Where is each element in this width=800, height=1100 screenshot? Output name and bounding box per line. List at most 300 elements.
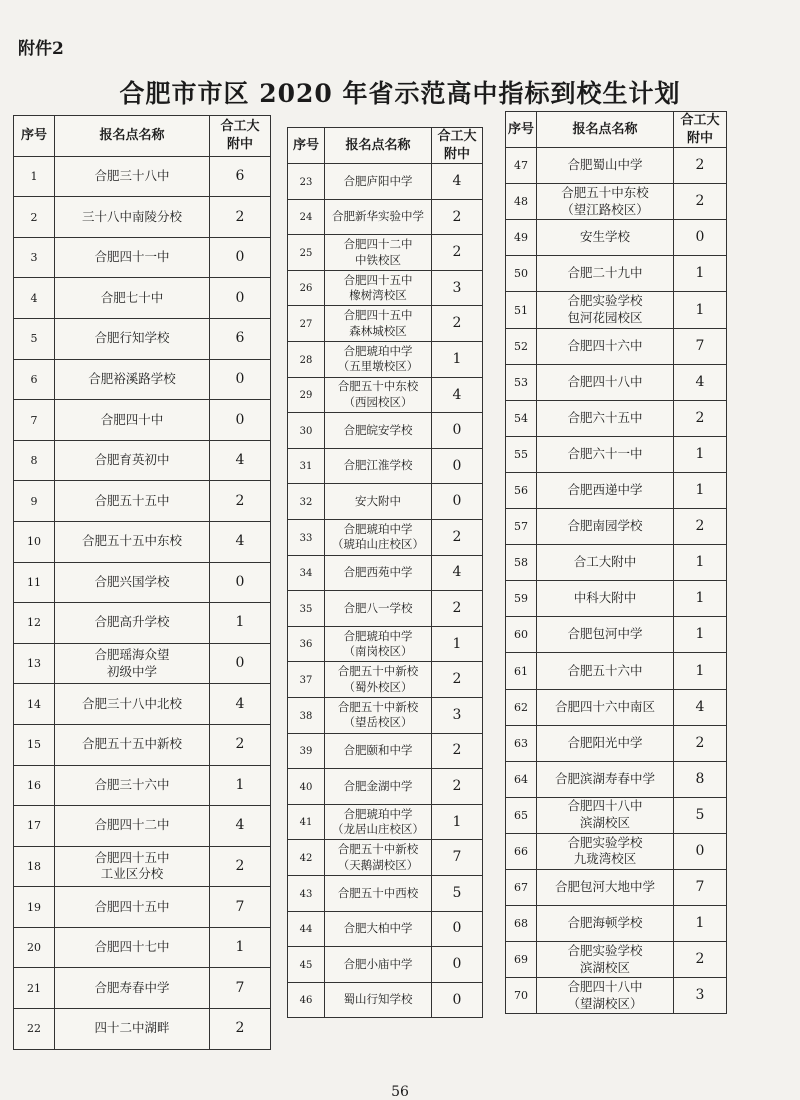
row-number-text: 21 <box>27 981 41 995</box>
quota-count-text: 2 <box>452 528 462 545</box>
row-number-text: 29 <box>299 390 313 402</box>
quota-count <box>432 626 483 662</box>
school-name <box>325 733 432 769</box>
school-name <box>55 603 210 644</box>
quota-count-text: 3 <box>695 987 705 1004</box>
school-name-text: 合肥三十八中 <box>94 167 170 183</box>
quota-count-text: 2 <box>235 208 245 225</box>
table-row <box>288 484 483 520</box>
table-row <box>288 520 483 556</box>
school-name <box>325 698 432 734</box>
row-number-text: 34 <box>299 568 313 580</box>
quota-count <box>210 1009 271 1050</box>
row-number-text: 58 <box>514 556 528 570</box>
school-name <box>55 440 210 481</box>
school-name <box>537 292 674 328</box>
school-name <box>537 725 674 761</box>
school-name <box>325 555 432 591</box>
row-number <box>288 164 325 200</box>
row-number-text: 69 <box>514 953 528 967</box>
row-number-text: 3 <box>30 251 38 265</box>
school-name-text: 合肥寿春中学 <box>94 979 170 995</box>
quota-count <box>674 472 727 508</box>
table-row <box>288 804 483 840</box>
row-number <box>506 942 537 978</box>
row-number-text: 4 <box>30 291 38 305</box>
table-row <box>14 278 271 319</box>
row-number-text: 53 <box>514 375 528 389</box>
quota-count-text: 5 <box>452 884 462 901</box>
school-name <box>55 806 210 847</box>
quota-count-text: 2 <box>695 734 705 751</box>
quota-table-middle <box>287 127 483 1018</box>
quota-count <box>210 481 271 522</box>
quota-count-text: 1 <box>695 662 705 679</box>
quota-count-text: 2 <box>452 778 462 795</box>
quota-count-text: 3 <box>452 706 462 723</box>
quota-count <box>432 377 483 413</box>
row-number <box>288 769 325 805</box>
school-name <box>537 400 674 436</box>
school-name <box>537 689 674 725</box>
quota-count <box>674 906 727 942</box>
table-row <box>14 237 271 278</box>
row-number <box>506 292 537 328</box>
row-number-text: 68 <box>514 917 528 931</box>
row-number-text: 44 <box>299 924 313 936</box>
quota-count-text: 2 <box>452 742 462 759</box>
row-number <box>506 256 537 292</box>
quota-count <box>674 725 727 761</box>
quota-table-right <box>505 111 727 1014</box>
school-name <box>325 448 432 484</box>
row-number-text: 62 <box>514 700 528 714</box>
row-number-text: 26 <box>299 283 313 295</box>
school-name-text: 合肥四十八中 （望湖校区） <box>567 978 643 1011</box>
school-name <box>55 481 210 522</box>
school-name-text: 合肥实验学校 滨湖校区 <box>567 942 643 975</box>
row-number <box>14 237 55 278</box>
table-row <box>506 581 727 617</box>
table-row <box>14 887 271 928</box>
quota-count <box>674 545 727 581</box>
table-row <box>506 328 727 364</box>
row-number-text: 30 <box>299 425 313 437</box>
school-name-text: 合肥六十五中 <box>567 409 643 425</box>
school-name <box>55 968 210 1009</box>
quota-count <box>674 617 727 653</box>
row-number-text: 66 <box>514 844 528 858</box>
school-name-text: 合肥三十八中北校 <box>81 695 182 711</box>
school-name <box>537 653 674 689</box>
table-row <box>288 235 483 271</box>
school-name-text: 合肥新华实验中学 <box>332 209 424 224</box>
quota-count-text: 4 <box>235 695 245 712</box>
quota-count <box>674 833 727 869</box>
row-number-text: 63 <box>514 736 528 750</box>
quota-count-text: 4 <box>695 698 705 715</box>
school-name-text: 合肥五十中东校 （望江路校区） <box>561 184 649 217</box>
row-number <box>14 562 55 603</box>
quota-count-text: 2 <box>695 157 705 174</box>
quota-count <box>432 484 483 520</box>
school-name-text: 合肥颐和中学 <box>343 743 413 758</box>
row-number-text: 18 <box>27 860 41 874</box>
school-name-text: 合肥高升学校 <box>94 614 170 630</box>
school-name-text: 合肥五十中西校 <box>337 885 419 900</box>
quota-count-text: 0 <box>695 842 705 859</box>
row-number <box>288 555 325 591</box>
table-row <box>506 761 727 797</box>
row-number-text: 19 <box>27 900 41 914</box>
row-number-text: 16 <box>27 778 41 792</box>
table-row <box>288 733 483 769</box>
table-row <box>14 562 271 603</box>
quota-count-text: 0 <box>235 289 245 306</box>
table-row <box>288 270 483 306</box>
quota-count <box>210 643 271 684</box>
row-number-text: 67 <box>514 881 528 895</box>
school-name-text: 合肥五十五中 <box>94 492 170 508</box>
school-name <box>325 626 432 662</box>
row-number-text: 40 <box>299 781 313 793</box>
row-number <box>288 626 325 662</box>
school-name <box>537 220 674 256</box>
quota-count-text: 4 <box>235 533 245 550</box>
quota-count <box>210 197 271 238</box>
row-number <box>506 400 537 436</box>
quota-count <box>432 804 483 840</box>
school-name <box>55 278 210 319</box>
quota-count <box>210 684 271 725</box>
row-number <box>288 947 325 983</box>
school-name-text: 合肥四十五中 <box>94 898 170 914</box>
table-row <box>506 689 727 725</box>
school-name-text: 四十二中湖畔 <box>94 1020 170 1036</box>
quota-count <box>674 436 727 472</box>
quota-count <box>432 911 483 947</box>
table-header-row <box>14 116 271 157</box>
quota-count <box>210 968 271 1009</box>
row-number <box>506 545 537 581</box>
row-number-text: 7 <box>30 413 38 427</box>
row-number-text: 17 <box>27 819 41 833</box>
quota-count <box>674 328 727 364</box>
row-number-text: 48 <box>514 195 528 209</box>
row-number-text: 42 <box>299 852 313 864</box>
table-row <box>506 184 727 220</box>
school-name <box>55 927 210 968</box>
school-name <box>325 982 432 1018</box>
table-row <box>14 1009 271 1050</box>
quota-count-text: 0 <box>235 655 245 672</box>
quota-count-text: 2 <box>235 858 245 875</box>
row-number <box>506 906 537 942</box>
quota-count-text: 0 <box>452 422 462 439</box>
quota-count-text: 1 <box>235 614 245 631</box>
school-name-text: 合肥兴国学校 <box>94 573 170 589</box>
school-name-text: 合肥四十六中南区 <box>554 698 655 714</box>
row-number-text: 55 <box>514 447 528 461</box>
quota-count-text: 1 <box>695 915 705 932</box>
school-name-text: 合肥小庙中学 <box>343 956 413 971</box>
row-number-text: 2 <box>30 210 38 224</box>
row-number-text: 37 <box>299 674 313 686</box>
quota-count <box>674 689 727 725</box>
school-name-text: 中科大附中 <box>573 590 637 606</box>
quota-count-text: 1 <box>695 482 705 499</box>
school-name <box>55 846 210 887</box>
page-title: 合肥市市区 2020 年省示范高中指标到校生计划 <box>119 79 681 108</box>
table-row <box>14 927 271 968</box>
quota-count-text: 0 <box>235 370 245 387</box>
school-name-text: 合肥四十五中 工业区分校 <box>94 849 170 882</box>
school-name <box>55 521 210 562</box>
quota-count-text: 1 <box>695 265 705 282</box>
quota-count <box>432 733 483 769</box>
row-number <box>14 481 55 522</box>
quota-count <box>674 148 727 184</box>
quota-count-text: 2 <box>235 492 245 509</box>
row-number-text: 15 <box>27 738 41 752</box>
quota-count-text: 4 <box>695 373 705 390</box>
school-name <box>55 197 210 238</box>
row-number-text: 10 <box>27 535 41 549</box>
quota-count-text: 7 <box>235 898 245 915</box>
table-row <box>506 869 727 905</box>
row-number <box>506 364 537 400</box>
school-name <box>537 256 674 292</box>
header-no: 序号 <box>14 116 55 157</box>
table-row <box>14 359 271 400</box>
quota-count-text: 0 <box>695 229 705 246</box>
row-number <box>506 184 537 220</box>
row-number <box>506 833 537 869</box>
school-name-text: 合肥实验学校 包河花园校区 <box>567 293 643 326</box>
row-number-text: 49 <box>514 231 528 245</box>
quota-count <box>210 318 271 359</box>
row-number <box>14 806 55 847</box>
table-row <box>506 256 727 292</box>
quota-count-text: 6 <box>235 330 245 347</box>
row-number-text: 54 <box>514 411 528 425</box>
school-name-text: 合肥五十中新校 （蜀外校区） <box>337 664 419 694</box>
table-row <box>506 725 727 761</box>
quota-count-text: 8 <box>695 770 705 787</box>
table-row <box>506 653 727 689</box>
school-name-text: 合肥三十六中 <box>94 776 170 792</box>
school-name <box>537 184 674 220</box>
row-number <box>14 603 55 644</box>
table-row <box>506 472 727 508</box>
table-row <box>14 643 271 684</box>
school-name <box>325 164 432 200</box>
quota-count <box>432 342 483 378</box>
quota-count <box>432 164 483 200</box>
school-name-text: 合肥江淮学校 <box>343 458 413 473</box>
table-row <box>506 436 727 472</box>
school-name-text: 合肥滨湖寿春中学 <box>554 770 655 786</box>
row-number <box>288 662 325 698</box>
school-name-text: 合肥育英初中 <box>94 452 170 468</box>
quota-count <box>210 400 271 441</box>
quota-count <box>674 978 727 1014</box>
table-row <box>14 603 271 644</box>
quota-count <box>432 769 483 805</box>
quota-count <box>432 555 483 591</box>
quota-count <box>210 521 271 562</box>
table-row <box>288 769 483 805</box>
school-name <box>55 156 210 197</box>
school-name-text: 合肥七十中 <box>100 289 164 305</box>
quota-count <box>674 797 727 833</box>
quota-count <box>210 359 271 400</box>
quota-count <box>432 199 483 235</box>
table-row <box>288 342 483 378</box>
row-number <box>288 235 325 271</box>
quota-count-text: 1 <box>695 626 705 643</box>
table-row <box>506 906 727 942</box>
row-number-text: 39 <box>299 746 313 758</box>
table-row <box>506 509 727 545</box>
table-row <box>288 377 483 413</box>
school-name <box>537 942 674 978</box>
table-row <box>288 947 483 983</box>
school-name <box>537 797 674 833</box>
row-number-text: 64 <box>514 772 528 786</box>
row-number-text: 25 <box>299 247 313 259</box>
quota-count <box>210 806 271 847</box>
school-name-text: 合肥西苑中学 <box>343 565 413 580</box>
school-name-text: 合肥行知学校 <box>94 330 170 346</box>
quota-count <box>432 875 483 911</box>
quota-count <box>432 413 483 449</box>
table-row <box>288 982 483 1018</box>
row-number-text: 6 <box>30 372 38 386</box>
school-name <box>325 484 432 520</box>
quota-count-text: 1 <box>235 939 245 956</box>
quota-count-text: 2 <box>452 208 462 225</box>
row-number-text: 45 <box>299 959 313 971</box>
school-name-text: 合肥四十二中 <box>94 817 170 833</box>
row-number <box>288 804 325 840</box>
school-name <box>325 911 432 947</box>
quota-count <box>432 662 483 698</box>
row-number <box>14 197 55 238</box>
quota-count <box>674 292 727 328</box>
row-number-text: 51 <box>514 303 528 317</box>
table-row <box>288 840 483 876</box>
row-number <box>288 698 325 734</box>
school-name <box>325 306 432 342</box>
row-number <box>288 199 325 235</box>
school-name-text: 合肥八一学校 <box>343 600 413 615</box>
quota-count <box>210 887 271 928</box>
school-name-text: 合肥琥珀中学 （琥珀山庄校区） <box>332 521 424 552</box>
quota-count <box>674 220 727 256</box>
quota-count <box>432 840 483 876</box>
table-row <box>14 765 271 806</box>
table-row <box>506 148 727 184</box>
row-number <box>14 724 55 765</box>
school-name <box>325 413 432 449</box>
school-name <box>55 643 210 684</box>
row-number-text: 60 <box>514 628 528 642</box>
school-name <box>325 840 432 876</box>
school-name-text: 合肥二十九中 <box>567 265 643 281</box>
table-row <box>288 306 483 342</box>
school-name <box>55 1009 210 1050</box>
school-name <box>325 377 432 413</box>
row-number <box>14 765 55 806</box>
quota-count-text: 0 <box>452 920 462 937</box>
row-number-text: 46 <box>299 995 313 1007</box>
quota-count-text: 5 <box>695 806 705 823</box>
school-name <box>325 199 432 235</box>
table-row <box>506 617 727 653</box>
row-number <box>288 484 325 520</box>
school-name-text: 合肥六十一中 <box>567 445 643 461</box>
school-name <box>55 684 210 725</box>
row-number <box>506 328 537 364</box>
school-name-text: 合肥包河中学 <box>567 626 643 642</box>
quota-count <box>210 927 271 968</box>
quota-count-text: 2 <box>695 518 705 535</box>
row-number <box>14 684 55 725</box>
school-name-text: 合肥南园学校 <box>567 518 643 534</box>
table-row <box>288 911 483 947</box>
row-number-text: 28 <box>299 354 313 366</box>
school-name-text: 合肥四十五中 森林城校区 <box>343 308 413 338</box>
quota-count-text: 7 <box>695 337 705 354</box>
quota-count <box>674 869 727 905</box>
table-row <box>288 875 483 911</box>
school-name-text: 合肥五十中东校 （西园校区） <box>337 379 419 409</box>
row-number-text: 35 <box>299 603 313 615</box>
row-number <box>288 982 325 1018</box>
school-name-text: 合肥西递中学 <box>567 482 643 498</box>
row-number <box>288 448 325 484</box>
quota-count-text: 0 <box>452 493 462 510</box>
quota-count <box>432 947 483 983</box>
table-row <box>288 626 483 662</box>
quota-count-text: 2 <box>452 600 462 617</box>
quota-count <box>674 364 727 400</box>
row-number <box>506 436 537 472</box>
school-name-text: 合肥四十六中 <box>567 337 643 353</box>
table-row <box>288 591 483 627</box>
quota-count-text: 1 <box>695 590 705 607</box>
school-name-text: 合肥包河大地中学 <box>554 879 655 895</box>
quota-count-text: 6 <box>235 167 245 184</box>
school-name-text: 合肥四十一中 <box>94 249 170 265</box>
table-row <box>288 413 483 449</box>
row-number <box>288 591 325 627</box>
table-row <box>288 555 483 591</box>
quota-count <box>210 278 271 319</box>
row-number <box>14 521 55 562</box>
row-number-text: 47 <box>514 159 528 173</box>
school-name <box>55 359 210 400</box>
row-number <box>14 156 55 197</box>
quota-count <box>210 562 271 603</box>
row-number-text: 9 <box>30 494 38 508</box>
row-number-text: 36 <box>299 639 313 651</box>
school-name <box>55 724 210 765</box>
school-name-text: 合肥五十中新校 （望岳校区） <box>337 699 419 730</box>
row-number <box>506 978 537 1014</box>
table-row <box>506 364 727 400</box>
